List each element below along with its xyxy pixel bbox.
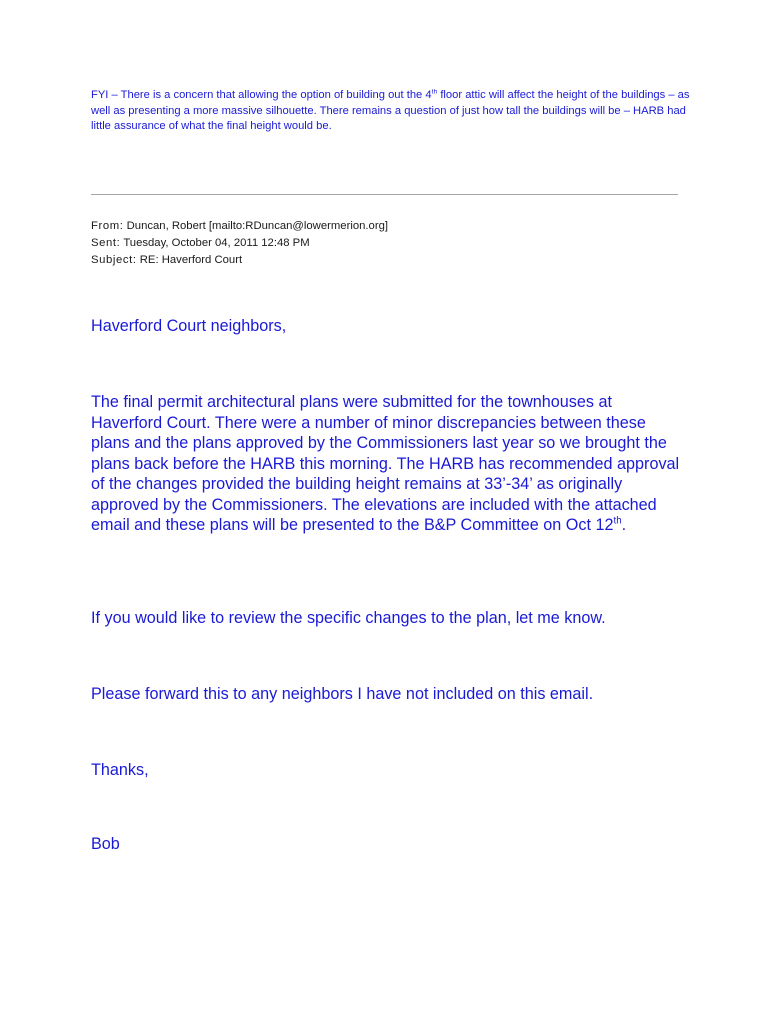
subject-label: Subject: xyxy=(91,254,137,266)
greeting: Haverford Court neighbors, xyxy=(91,317,287,335)
fyi-text-part1: FYI – There is a concern that allowing the option of building out the 4 xyxy=(91,89,432,101)
from-line xyxy=(91,218,691,235)
main-paragraph-text: The final permit architectural plans were submitted for the townhouses at Haverford Court. There were a number of minor discrepancies between these plans and the plans approved by the Commissioners last year so we brought the plans back before the HARB this morning. The HARB has recommended approval of the changes provided the building height remains at 33’-34’ as originally approved by the Commissioners. The elevations are included with the attached email and these plans will be presented to the B&P Committee on Oct 12 xyxy=(91,393,680,534)
review-line: If you would like to review the specific changes to the plan, let me know. xyxy=(91,609,606,627)
from-label: From: xyxy=(91,220,124,232)
forward-line: Please forward this to any neighbors I have not included on this email. xyxy=(91,685,594,703)
main-paragraph xyxy=(91,392,681,536)
fyi-superscript: th xyxy=(431,88,438,96)
fyi-note xyxy=(91,88,691,135)
signature: Bob xyxy=(91,835,120,853)
sent-value: Tuesday, October 04, 2011 12:48 PM xyxy=(120,237,310,249)
subject-value: RE: Haverford Court xyxy=(136,254,243,266)
from-value: Duncan, Robert [mailto:RDuncan@lowermerion.org] xyxy=(123,220,389,232)
main-paragraph-end: . xyxy=(621,516,627,534)
divider-line xyxy=(91,194,678,195)
sent-label: Sent: xyxy=(91,237,121,249)
subject-line xyxy=(91,252,691,269)
sent-line xyxy=(91,235,691,252)
closing-thanks: Thanks, xyxy=(91,761,149,779)
main-paragraph-superscript: th xyxy=(613,515,622,527)
email-header xyxy=(91,218,691,269)
fyi-text-part2: floor attic will affect the height of the buildings – as well as presenting a more massive silhouette. There remains a question of just how tall the buildings will be – HARB had little assurance of what the final height would be. xyxy=(91,89,690,132)
